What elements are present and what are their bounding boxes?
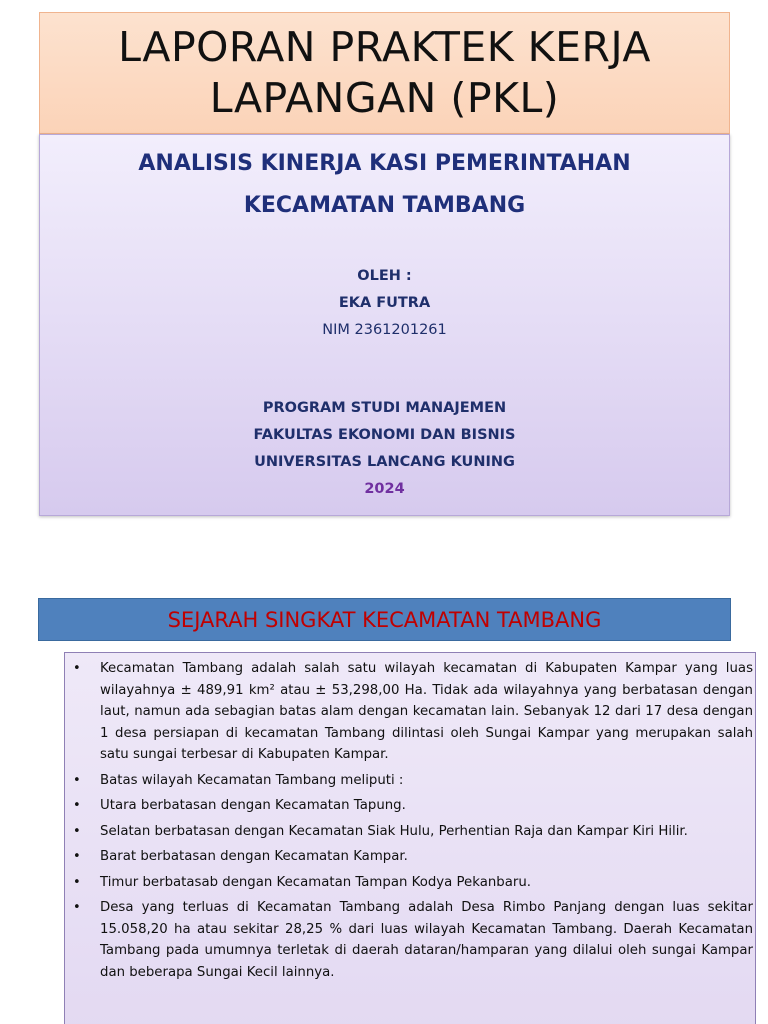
list-item [73,846,753,868]
thesis-title-line-2: KECAMATAN TAMBANG [243,193,526,218]
list-item-text: Utara berbatasan dengan Kecamatan Tapung. [100,798,406,813]
thesis-title [40,143,729,227]
history-content-panel [64,652,756,1024]
bullet-icon: • [73,798,81,813]
year: 2024 [364,481,405,497]
list-item-text: Desa yang terluas di Kecamatan Tambang adalah Desa Rimbo Panjang dengan luas sekitar 15.058,20 ha atau sekitar 28,25 % dari luas wilayah Kecamatan Tambang. Daerah Kecamatan Tambang pada umumnya terletak di daerah dataran/hamparan yang dilalui oleh sungai Kampar dan beberapa Sungai Kecil lainnya. [100,900,753,980]
thesis-title-line-1: ANALISIS KINERJA KASI PEMERINTAHAN [138,151,631,176]
author-block [40,263,729,344]
list-item-text: Timur berbatasab dengan Kecamatan Tampan Kodya Pekanbaru. [100,874,531,890]
author-name: EKA FUTRA [338,295,431,311]
list-item-text: Selatan berbatasan dengan Kecamatan Siak Hulu, Perhentian Raja dan Kampar Kiri Hilir. [100,823,688,839]
history-bullet-list [73,658,753,987]
list-item-text: Kecamatan Tambang adalah salah satu wilayah kecamatan di Kabupaten Kampar yang luas wilayahnya ± 489,91 km² atau ± 53,298,00 Ha. Tidak ada wilayahnya yang berbatasan dengan laut, namun ada sebagian batas alam dengan kecamatan lain. Sebanyak 12 dari 17 desa dengan 1 desa persiapan di kecamatan Tambang dilintasi oleh Sungai Kampar yang merupakan salah satu sungai terbesar di Kabupaten Kampar. [100,661,753,762]
section-header-bar [38,598,731,641]
list-item [73,897,753,983]
list-item [73,658,753,766]
bullet-icon: • [73,661,81,676]
bullet-icon: • [73,823,81,839]
bullet-icon: • [73,900,81,915]
bullet-icon: • [73,874,81,890]
student-id: NIM 2361201261 [322,322,447,338]
title-banner [39,12,730,134]
list-item [73,821,753,843]
institution-block [40,395,729,503]
list-item [73,872,753,894]
bullet-icon: • [73,772,81,788]
list-item-text: Batas wilayah Kecamatan Tambang meliputi : [100,772,404,788]
report-title: LAPORAN PRAKTEK KERJA LAPANGAN (PKL) [118,23,651,122]
cover-details-panel [39,134,730,516]
study-program: PROGRAM STUDI MANAJEMEN [262,400,507,416]
list-item [73,770,753,792]
section-heading: SEJARAH SINGKAT KECAMATAN TAMBANG [167,607,602,632]
list-item-text: Barat berbatasan dengan Kecamatan Kampar. [100,849,408,864]
university-name: UNIVERSITAS LANCANG KUNING [254,454,515,470]
list-item [73,795,753,817]
by-label: OLEH : [357,268,412,284]
faculty-name: FAKULTAS EKONOMI DAN BISNIS [253,427,516,443]
bullet-icon: • [73,849,81,864]
